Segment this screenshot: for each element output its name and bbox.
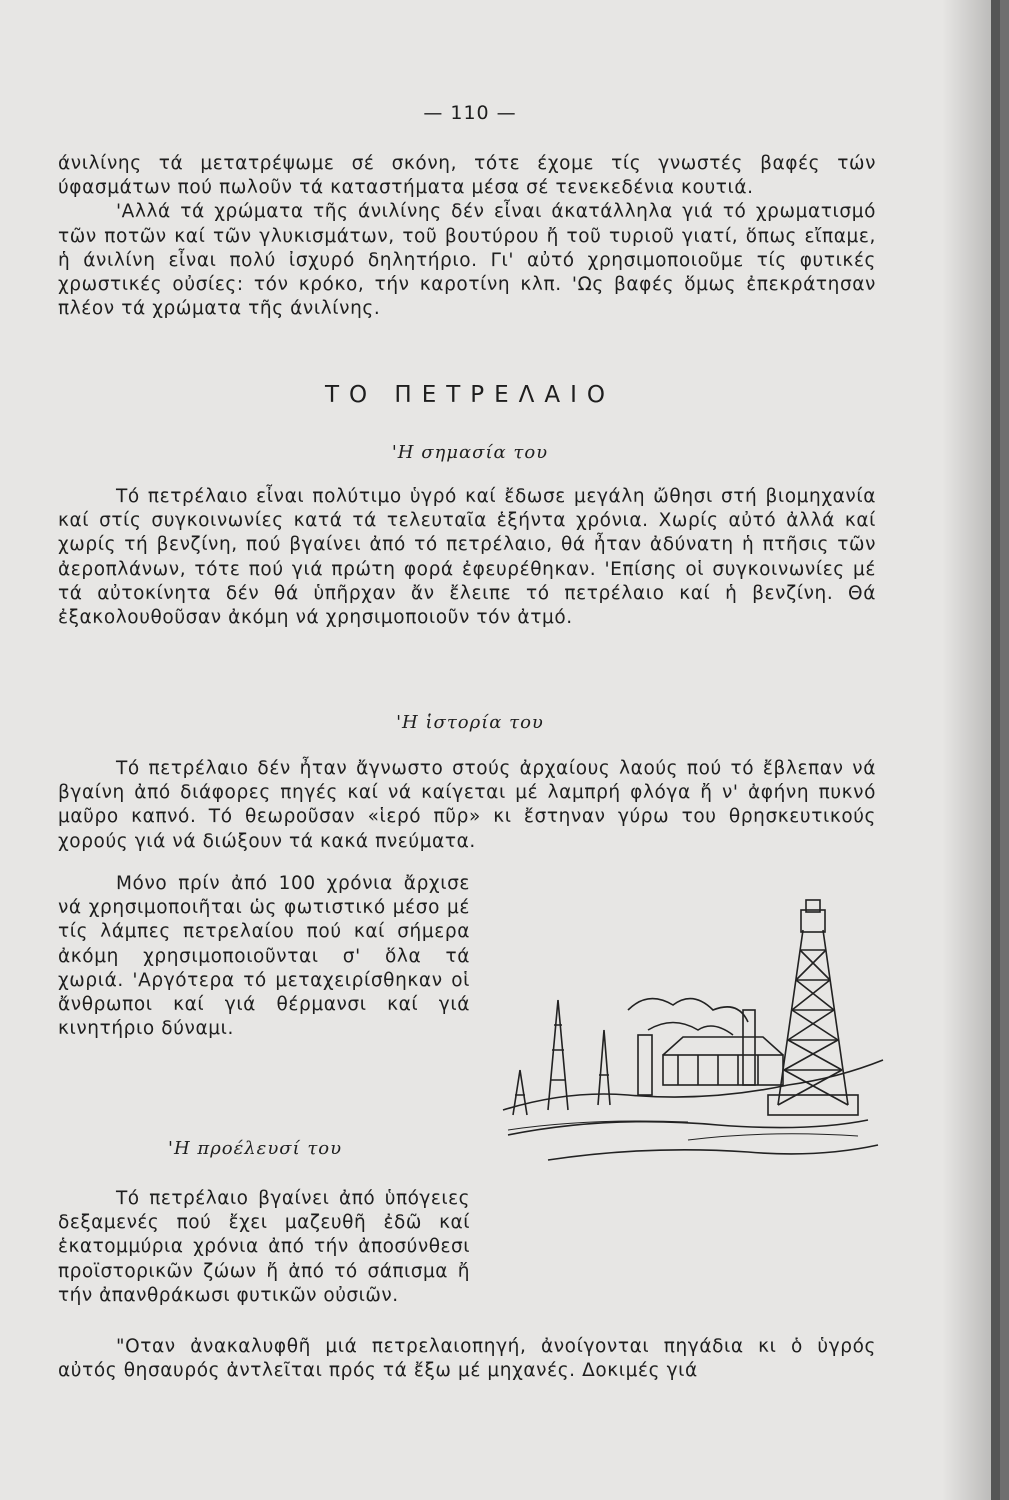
oil-field-illustration: [488, 890, 888, 1190]
section-heading-importance: 'Η σημασία του: [391, 442, 549, 463]
section-heading-history: 'Η ἱστορία του: [396, 712, 544, 733]
intro-paragraph-1: άνιλίνης τά μετατρέψωμε σέ σκόνη, τότε έχομε τίς γνωστές βαφές τών ύφασμάτων πού πωλοῦν τά καταστήματα μέσα σέ τενεκεδένια κουτιά.: [58, 153, 876, 199]
section-origin-text-2: "Οταν ἀνακαλυφθῆ μιά πετρελαιοπηγή, ἀνοίγονται πηγάδια κι ὁ ὑγρός αὐτός θησαυρός ἀντλεῖται πρός τά ἔξω μέ μηχανές. Δοκιμές γιά: [58, 1336, 876, 1382]
page-number: — 110 —: [423, 102, 517, 124]
section-origin-text: Τό πετρέλαιο βγαίνει ἀπό ὑπόγειες δεξαμενές πού ἔχει μαζευθῆ ἐδῶ καί ἑκατομμύρια χρόνια ἀπό τήν ἀποσύνθεσι προϊστορικῶν ζώων ἤ ἀπό τό σάπισμα ἤ τήν ἀπανθράκωσι φυτικῶν οὐσιῶν.: [58, 1188, 470, 1306]
intro-text: [58, 152, 876, 321]
page-edge: [991, 0, 1000, 1500]
chapter-title: ΤΟ ΠΕΤΡΕΛΑΙΟ: [324, 382, 616, 408]
intro-paragraph-2: 'Αλλά τά χρώματα τῆς άνιλίνης δέν εἶναι άκατάλληλα γιά τό χρωματισμό τῶν ποτῶν καί τῶν γλυκισμάτων, τοῦ βουτύρου ἤ τοῦ τυριοῦ γιατί, ὅπως εἴπαμε, ἡ άνιλίνη εἶναι πολύ ἰσχυρό δηλητήριο. Γι' αὐτό χρησιμοποιοῦμε τίς φυτικές χρωστικές οὐσίες: τόν κρόκο, τήν καροτίνη κλπ. 'Ως βαφές ὅμως ἐπεκράτησαν πλέον τά χρώματα τῆς άνιλίνης.: [58, 201, 876, 320]
section-importance-text: Τό πετρέλαιο εἶναι πολύτιμο ὑγρό καί ἔδωσε μεγάλη ὤθησι στή βιομηχανία καί στίς συγκοινωνίες κατά τά τελευταῖα ἑξήντα χρόνια. Χωρίς αὐτό ἀλλά καί χωρίς τή βενζίνη, πού βγαίνει ἀπό τό πετρέλαιο, θά ἦταν ἀδύνατη ἡ πτῆσις τῶν ἀεροπλάνων, τότε πού γιά πρώτη φορά ἐφευρέθηκαν. 'Επίσης οἱ συγκοινωνίες μέ τά αὐτοκίνητα δέν θά ὑπῆρχαν ἄν ἔλειπε τό πετρέλαιο καί ἡ βενζίνη. Θά ἐξακολουθοῦσαν ἀκόμη νά χρησιμοποιοῦν τόν ἀτμό.: [58, 486, 876, 629]
section-history-text-2: Μόνο πρίν ἀπό 100 χρόνια ἄρχισε νά χρησιμοποιῆται ὡς φωτιστικό μέσο μέ τίς λάμπες πετρελαίου πού καί σήμερα ἀκόμη χρησιμοποιοῦνται σ' ὅλα τά χωριά. 'Αργότερα τό μεταχειρίσθηκαν οἱ ἄνθρωποι καί γιά θέρμανσι καί γιά κινητήριο δύναμι.: [58, 873, 470, 1040]
section-history-text: Τό πετρέλαιο δέν ἦταν ἄγνωστο στούς ἀρχαίους λαούς πού τό ἔβλεπαν νά βγαίνη ἀπό διάφορες πηγές καί νά καίγεται μέ λαμπρή φλόγα ἤ ν' ἀφήνη πυκνό μαῦρο καπνό. Τό θεωροῦσαν «ἱερό πῦρ» κι ἔστηναν γύρω του θρησκευτικούς χορούς γιά νά διώξουν τά κακά πνεύματα.: [58, 758, 876, 852]
section-heading-origin: 'Η προέλευσί του: [168, 1138, 343, 1159]
